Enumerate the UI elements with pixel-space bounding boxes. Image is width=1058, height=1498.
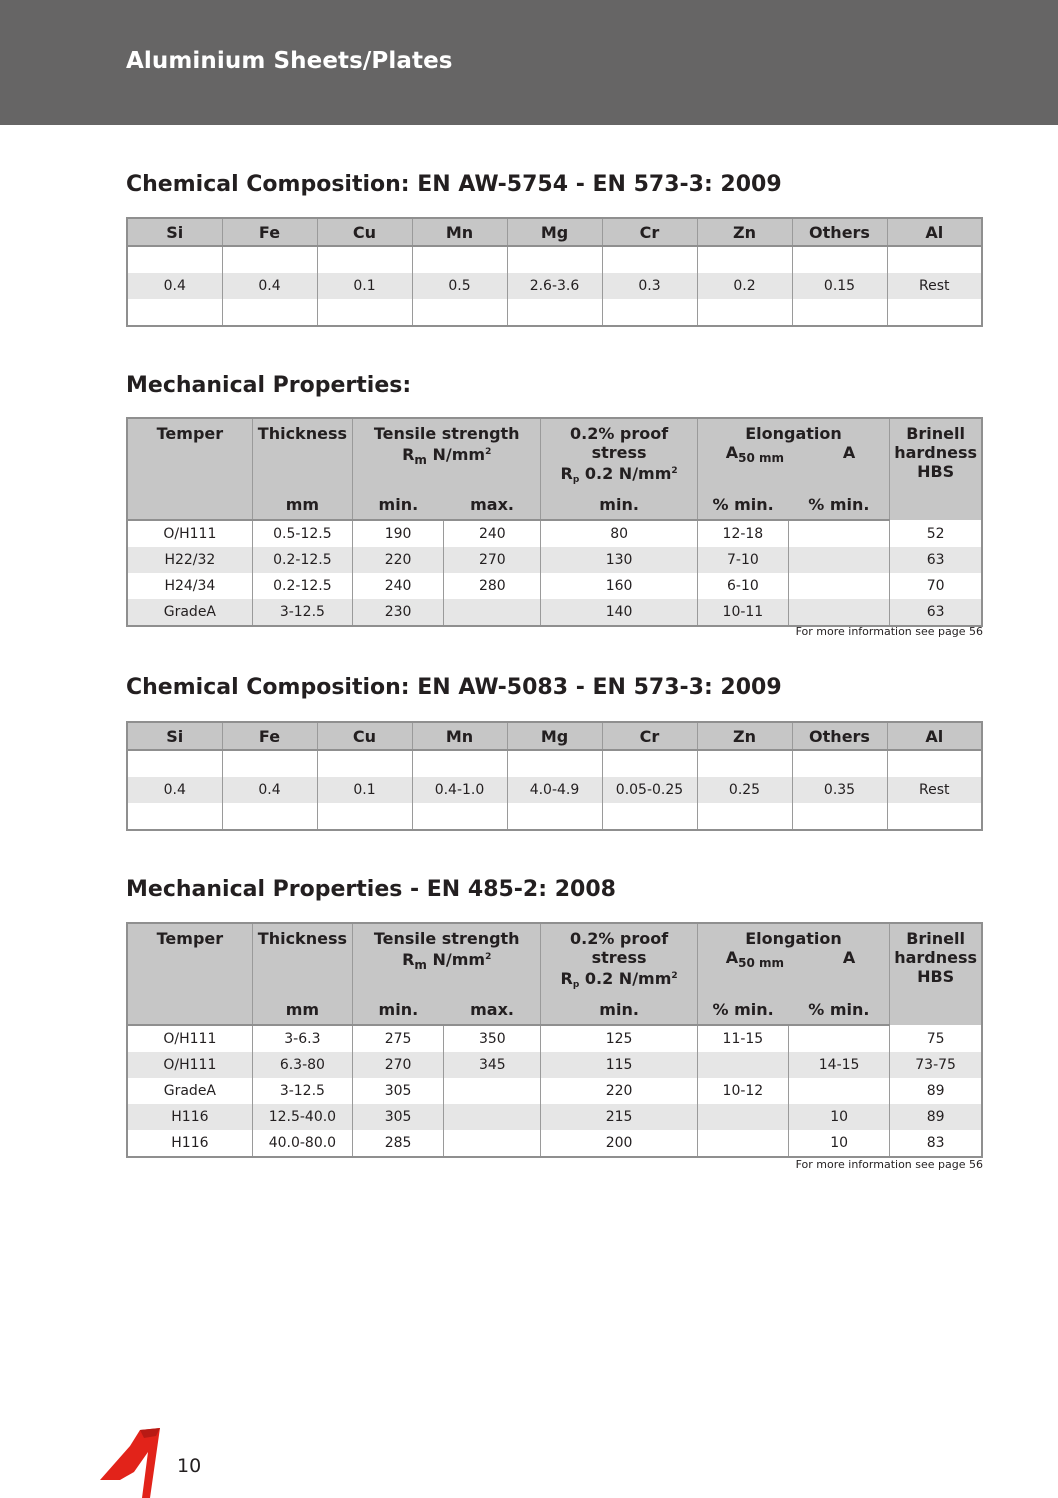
cell-temper: H24/34 [164, 578, 216, 594]
cell-a [788, 1078, 889, 1104]
table-row [127, 750, 982, 777]
cell-proof: 220 [541, 1078, 697, 1104]
table-cell [127, 803, 222, 830]
cell-ts-max [444, 1078, 541, 1104]
table-cell [792, 246, 887, 273]
cell-temper: H116 [171, 1135, 209, 1151]
column-header: Others [792, 218, 887, 246]
cell-hbs: 70 [890, 573, 982, 599]
cell-ts-min: 270 [353, 1052, 444, 1078]
column-header: Others [792, 722, 887, 750]
mech-header-row-2 [127, 995, 982, 1025]
cell-ts-max [444, 1130, 541, 1157]
cell-ts-max [444, 599, 541, 626]
cell-a50: 11-15 [697, 1025, 788, 1052]
brinell-header-line1: Brinell [906, 929, 965, 948]
column-header: Al [887, 722, 982, 750]
column-header: Mg [507, 218, 602, 246]
table-cell [127, 299, 222, 326]
proof-header-line2: stress [591, 443, 647, 462]
table-cell [887, 750, 982, 777]
a-min-header: % min. [788, 490, 889, 520]
mech-header-row-2 [127, 490, 982, 520]
chem-5083-title: Chemical Composition: EN AW-5083 - EN 573-3: 2009 [126, 675, 782, 700]
table-cell: 0.1 [317, 777, 412, 803]
temper-header: Temper [127, 923, 252, 995]
column-header: Cr [602, 218, 697, 246]
column-header: Al [887, 218, 982, 246]
table-cell [412, 750, 507, 777]
table-row [127, 599, 982, 626]
cell-temper: O/H111 [127, 1052, 252, 1078]
cell-temper: GradeA [163, 1083, 217, 1099]
chem-5754-value-row [127, 273, 982, 299]
table-cell: 0.4 [222, 273, 317, 299]
page-header-title: Aluminium Sheets/Plates [126, 48, 453, 74]
table-cell [222, 299, 317, 326]
table-row [127, 246, 982, 273]
proof-header-line2: stress [591, 948, 647, 967]
table-cell [602, 299, 697, 326]
table-cell: 0.25 [697, 777, 792, 803]
table-row [127, 299, 982, 326]
chem-5083-header-row [127, 722, 982, 750]
table-cell [602, 246, 697, 273]
temper-subheader [127, 490, 252, 520]
proof-header-line1: 0.2% proof [569, 424, 669, 443]
table-cell [792, 299, 887, 326]
cell-ts-min: 230 [353, 599, 444, 626]
cell-hbs: 73-75 [890, 1052, 982, 1078]
cell-ts-max: 270 [444, 547, 541, 573]
column-header: Cu [317, 218, 412, 246]
table-cell: 0.5 [412, 273, 507, 299]
chem-5754-header-row [127, 218, 982, 246]
table-cell [507, 803, 602, 830]
mech-5754-footnote: For more information see page 56 [795, 625, 983, 638]
cell-a50 [697, 1104, 788, 1130]
cell-hbs: 63 [890, 599, 982, 626]
mech-5083-table [126, 922, 983, 1158]
table-cell [317, 246, 412, 273]
cell-ts-max: 280 [444, 573, 541, 599]
mech-5754-title: Mechanical Properties: [126, 373, 412, 398]
elongation-header-line1: Elongation [745, 929, 842, 948]
table-cell [697, 299, 792, 326]
cell-proof: 125 [541, 1025, 697, 1052]
cell-a50: 10-11 [697, 599, 788, 626]
table-cell [887, 246, 982, 273]
proof-header-line3: $R_p$ 0.2 $N/mm^2$ [560, 464, 678, 485]
thickness-header: Thickness [252, 418, 352, 490]
cell-ts-min: 305 [353, 1078, 444, 1104]
cell-proof: 80 [541, 520, 697, 547]
table-cell: 0.4-1.0 [412, 777, 507, 803]
cell-thickness: 3-6.3 [252, 1025, 352, 1052]
table-cell: Rest [887, 273, 982, 299]
tensile-max-header: max. [444, 995, 541, 1025]
table-cell [317, 750, 412, 777]
cell-temper: O/H111 [163, 1031, 217, 1047]
cell-a [788, 547, 889, 573]
tensile-min-header: min. [353, 490, 444, 520]
cell-thickness: 0.5-12.5 [252, 520, 352, 547]
table-cell [317, 803, 412, 830]
elongation-header-line2: $A_{50 mm}$ A [725, 948, 856, 970]
table-cell [697, 246, 792, 273]
cell-thickness: 40.0-80.0 [252, 1130, 352, 1157]
brinell-header-line3: HBS [917, 462, 955, 481]
cell-proof: 200 [541, 1130, 697, 1157]
cell-thickness: 0.2-12.5 [252, 573, 352, 599]
chem-5083-table [126, 721, 983, 831]
cell-a50: 6-10 [697, 573, 788, 599]
elongation-header-line1: Elongation [745, 424, 842, 443]
column-header: Si [127, 722, 222, 750]
table-cell [412, 246, 507, 273]
table-cell: 0.05-0.25 [602, 777, 697, 803]
column-header: Fe [222, 722, 317, 750]
tensile-min-header: min. [353, 995, 444, 1025]
table-cell [222, 803, 317, 830]
brinell-header-line2: hardness [894, 443, 978, 462]
table-cell: 0.35 [792, 777, 887, 803]
elongation-header [697, 418, 889, 490]
cell-ts-min: 190 [353, 520, 444, 547]
brinell-header-line1: Brinell [906, 424, 965, 443]
cell-a50 [697, 1130, 788, 1157]
table-cell: 4.0-4.9 [507, 777, 602, 803]
cell-ts-min: 220 [353, 547, 444, 573]
tensile-header-line2: $R_m$ $N/mm^2$ [402, 445, 492, 467]
elongation-header-line2: $A_{50 mm}$ A [725, 443, 856, 465]
column-header: Zn [697, 218, 792, 246]
cell-hbs: 83 [890, 1130, 982, 1157]
cell-thickness: 3-12.5 [252, 599, 352, 626]
table-cell: 0.4 [127, 777, 222, 803]
table-row [127, 1025, 982, 1052]
table-row [127, 1130, 982, 1157]
cell-hbs: 63 [890, 547, 982, 573]
cell-proof: 215 [541, 1104, 697, 1130]
cell-ts-max: 240 [444, 520, 541, 547]
cell-a50: 12-18 [697, 520, 788, 547]
proof-stress-header [541, 418, 697, 490]
chem-5754-table [126, 217, 983, 327]
cell-a: 10 [788, 1130, 889, 1157]
table-cell: 0.3 [602, 273, 697, 299]
cell-proof: 130 [541, 547, 697, 573]
table-cell: Rest [887, 777, 982, 803]
cell-ts-min: 285 [353, 1130, 444, 1157]
cell-temper: H22/32 [127, 547, 252, 573]
table-row [127, 803, 982, 830]
thickness-header: Thickness [252, 923, 352, 995]
a50-min-header: % min. [697, 995, 788, 1025]
company-logo-icon [100, 1428, 164, 1498]
proof-min-header: min. [541, 995, 697, 1025]
table-cell [412, 299, 507, 326]
table-row [127, 547, 982, 573]
tensile-header-line2: $R_m$ $N/mm^2$ [402, 950, 492, 972]
table-cell [602, 750, 697, 777]
cell-temper: O/H111 [163, 526, 217, 542]
brinell-header-line2: hardness [894, 948, 978, 967]
temper-subheader [127, 995, 252, 1025]
proof-header-line3: $R_p$ 0.2 $N/mm^2$ [560, 969, 678, 990]
table-row [127, 520, 982, 547]
mech-header-row-1 [127, 923, 982, 995]
table-row [127, 1052, 982, 1078]
cell-proof: 160 [541, 573, 697, 599]
cell-temper: H116 [127, 1104, 252, 1130]
mech-5083-title: Mechanical Properties - EN 485-2: 2008 [126, 877, 616, 902]
table-cell [222, 750, 317, 777]
table-row [127, 573, 982, 599]
table-cell [317, 299, 412, 326]
table-cell [887, 803, 982, 830]
chem-5083-value-row [127, 777, 982, 803]
cell-a50: 10-12 [697, 1078, 788, 1104]
a50-min-header: % min. [697, 490, 788, 520]
cell-ts-max: 345 [444, 1052, 541, 1078]
mech-5083-footnote: For more information see page 56 [795, 1158, 983, 1171]
column-header: Mn [412, 218, 507, 246]
temper-header: Temper [127, 418, 252, 490]
thickness-unit: mm [252, 995, 352, 1025]
table-cell [602, 803, 697, 830]
proof-min-header: min. [541, 490, 697, 520]
table-cell: 0.1 [317, 273, 412, 299]
proof-stress-header [541, 923, 697, 995]
tensile-header-line1: Tensile strength [373, 424, 520, 443]
cell-thickness: 0.2-12.5 [252, 547, 352, 573]
table-cell [507, 750, 602, 777]
cell-thickness: 3-12.5 [252, 1078, 352, 1104]
cell-temper: GradeA [127, 599, 252, 626]
cell-ts-min: 240 [353, 573, 444, 599]
table-cell [697, 803, 792, 830]
column-header: Zn [697, 722, 792, 750]
proof-header-line1: 0.2% proof [569, 929, 669, 948]
table-cell [507, 299, 602, 326]
chem-5754-title: Chemical Composition: EN AW-5754 - EN 573-3: 2009 [126, 172, 782, 197]
brinell-header-line3: HBS [917, 967, 955, 986]
cell-a50 [697, 1052, 788, 1078]
column-header: Cr [602, 722, 697, 750]
cell-a50: 7-10 [697, 547, 788, 573]
table-cell [127, 246, 222, 273]
table-cell: 0.4 [127, 273, 222, 299]
cell-ts-min: 275 [353, 1025, 444, 1052]
table-row [127, 1104, 982, 1130]
table-cell [697, 750, 792, 777]
cell-ts-max [444, 1104, 541, 1130]
brinell-header [890, 418, 982, 520]
table-cell [222, 246, 317, 273]
cell-hbs: 75 [890, 1025, 982, 1052]
elongation-header [697, 923, 889, 995]
cell-a [788, 599, 889, 626]
mech-5754-table [126, 417, 983, 627]
column-header: Cu [317, 722, 412, 750]
cell-hbs: 89 [890, 1104, 982, 1130]
tensile-header [353, 418, 541, 490]
brinell-header [890, 923, 982, 1025]
cell-ts-max: 350 [444, 1025, 541, 1052]
thickness-unit: mm [252, 490, 352, 520]
table-cell: 0.2 [697, 273, 792, 299]
cell-ts-min: 305 [353, 1104, 444, 1130]
page-number: 10 [177, 1455, 202, 1477]
table-row [127, 1078, 982, 1104]
cell-a [788, 573, 889, 599]
tensile-header-line1: Tensile strength [373, 929, 520, 948]
table-cell: 0.4 [222, 777, 317, 803]
a-min-header: % min. [788, 995, 889, 1025]
cell-a: 10 [788, 1104, 889, 1130]
table-cell: 0.15 [792, 273, 887, 299]
table-cell [792, 803, 887, 830]
column-header: Mg [507, 722, 602, 750]
cell-a [788, 1025, 889, 1052]
cell-proof: 115 [541, 1052, 697, 1078]
table-cell [887, 299, 982, 326]
table-cell [127, 750, 222, 777]
cell-thickness: 6.3-80 [252, 1052, 352, 1078]
tensile-header [353, 923, 541, 995]
table-cell [412, 803, 507, 830]
cell-thickness: 12.5-40.0 [252, 1104, 352, 1130]
mech-header-row-1 [127, 418, 982, 490]
tensile-max-header: max. [444, 490, 541, 520]
cell-hbs: 52 [890, 520, 982, 547]
cell-a [788, 520, 889, 547]
table-cell: 2.6-3.6 [507, 273, 602, 299]
table-cell [792, 750, 887, 777]
cell-a: 14-15 [788, 1052, 889, 1078]
column-header: Fe [222, 218, 317, 246]
column-header: Si [127, 218, 222, 246]
cell-hbs: 89 [890, 1078, 982, 1104]
column-header: Mn [412, 722, 507, 750]
table-cell [507, 246, 602, 273]
cell-proof: 140 [541, 599, 697, 626]
